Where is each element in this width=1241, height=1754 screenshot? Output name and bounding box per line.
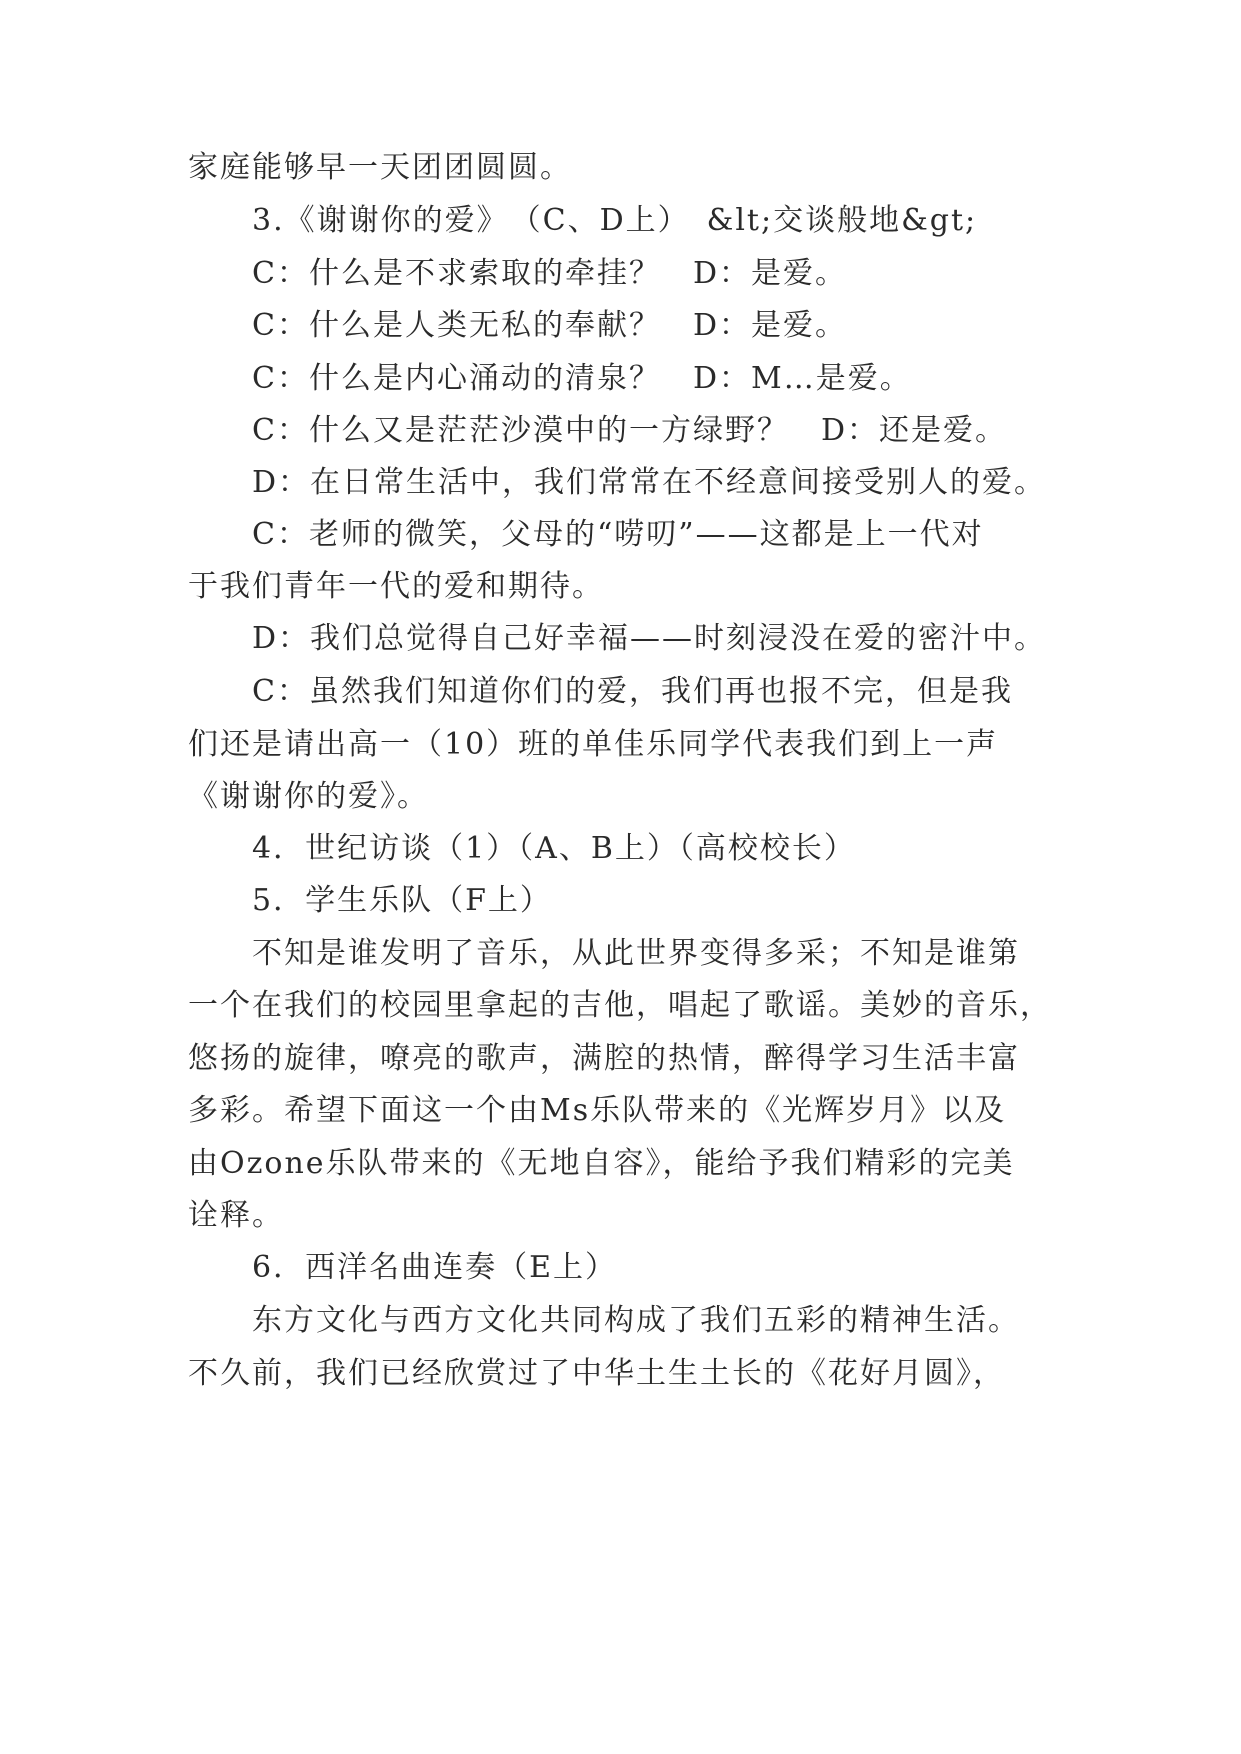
text-line: 由Ozone乐队带来的《无地自容》，能给予我们精彩的完美 xyxy=(188,1146,1015,1181)
text-line: 5．学生乐队（F上） xyxy=(252,883,552,918)
text-line: C：什么是不求索取的牵挂？ D：是爱。 xyxy=(252,256,848,291)
text-line: D：在日常生活中，我们常常在不经意间接受别人的爱。 xyxy=(252,465,1047,500)
text-line: 东方文化与西方文化共同构成了我们五彩的精神生活。 xyxy=(252,1303,1020,1338)
text-line: 4．世纪访谈（1）（A、B上）（高校校长） xyxy=(252,831,856,866)
text-line: C：什么是人类无私的奉献？ D：是爱。 xyxy=(252,308,848,343)
text-line: 诠释。 xyxy=(188,1198,284,1233)
text-line: 《谢谢你的爱》。 xyxy=(188,779,429,814)
text-line: 3.《谢谢你的爱》 （C、D上） &lt;交谈般地&gt; xyxy=(252,203,978,238)
text-line: C：虽然我们知道你们的爱，我们再也报不完，但是我 xyxy=(252,674,1013,709)
text-line: 悠扬的旋律，嘹亮的歌声，满腔的热情，醉得学习生活丰富 xyxy=(188,1041,1020,1076)
text-line: 家庭能够早一天团团圆圆。 xyxy=(188,150,572,185)
text-line: C：什么是内心涌动的清泉？ D：M…是爱。 xyxy=(252,361,912,396)
text-line: C：什么又是茫茫沙漠中的一方绿野？ D：还是爱。 xyxy=(252,413,1008,448)
text-line: 们还是请出高一（10）班的单佳乐同学代表我们到上一声 xyxy=(188,727,999,762)
text-line: 不久前，我们已经欣赏过了中华土生土长的《花好月圆》， xyxy=(188,1356,1005,1391)
text-line: 不知是谁发明了音乐，从此世界变得多采；不知是谁第 xyxy=(252,936,1020,971)
text-line: D：我们总觉得自己好幸福——时刻浸没在爱的密汁中。 xyxy=(252,621,1047,656)
text-line: 一个在我们的校园里拿起的吉他，唱起了歌谣。美妙的音乐， xyxy=(188,988,1052,1023)
text-line: C：老师的微笑，父母的“唠叨”——这都是上一代对 xyxy=(252,517,984,552)
text-line: 于我们青年一代的爱和期待。 xyxy=(188,569,604,604)
text-line: 6．西洋名曲连奏（E上） xyxy=(252,1250,617,1285)
text-line: 多彩。希望下面这一个由Ms乐队带来的《光辉岁月》以及 xyxy=(188,1093,1007,1128)
